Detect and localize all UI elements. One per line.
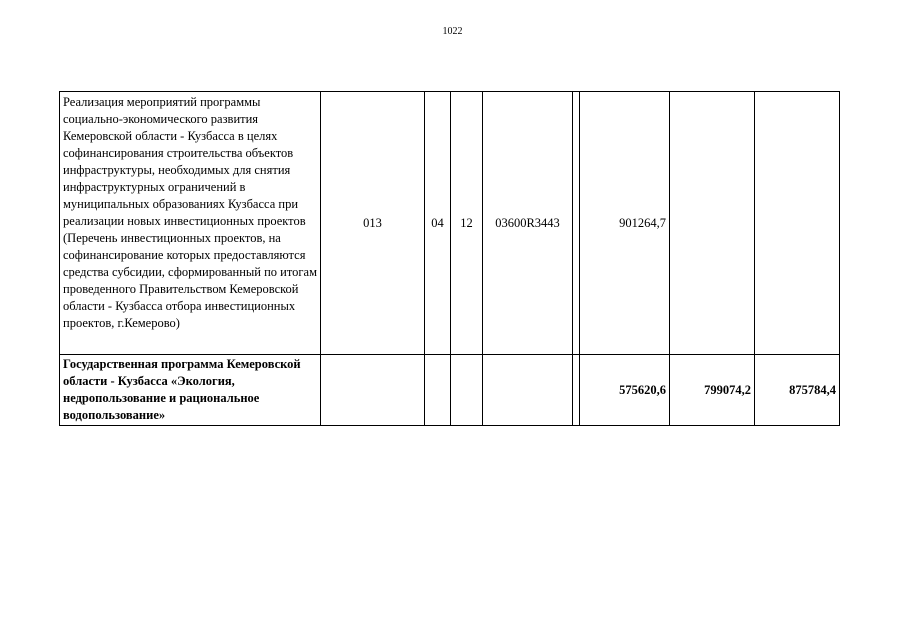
- amount-year-1: 901264,7: [580, 92, 670, 355]
- amount-year-3: [755, 92, 840, 355]
- table-row: [60, 355, 840, 426]
- amount-year-3: 875784,4: [755, 355, 840, 426]
- budget-table: [59, 91, 840, 426]
- subsection-code: [451, 355, 483, 426]
- section-code: 04: [425, 92, 451, 355]
- target-article: [483, 355, 573, 426]
- subsection-code: 12: [451, 92, 483, 355]
- ministry-code: 013: [321, 92, 425, 355]
- expense-type: [573, 355, 580, 426]
- table-row: [60, 92, 840, 355]
- expense-type: [573, 92, 580, 355]
- ministry-code: [321, 355, 425, 426]
- amount-year-1: 575620,6: [580, 355, 670, 426]
- page-number: 1022: [442, 26, 463, 37]
- amount-year-2: 799074,2: [670, 355, 755, 426]
- amount-year-2: [670, 92, 755, 355]
- section-code: [425, 355, 451, 426]
- row-name: Государственная программа Кемеровской области - Кузбасса «Экология, недропользование и рациональное водопользование»: [60, 355, 321, 426]
- target-article: 03600R3443: [483, 92, 573, 355]
- row-name: Реализация мероприятий программы социально-экономического развития Кемеровской области - Кузбасса в целях софинансирования строительства объектов инфраструктуры, необходимых для снятия инфраструктурных ограничений в муниципальных образованиях Кузбасса при реализации новых инвестиционных проектов (Перечень инвестиционных проектов, на софинансирование которых предоставляются средства субсидии, сформированный по итогам проведенного Правительством Кемеровской области - Кузбасса отбора инвестиционных проектов, г.Кемерово): [60, 92, 321, 355]
